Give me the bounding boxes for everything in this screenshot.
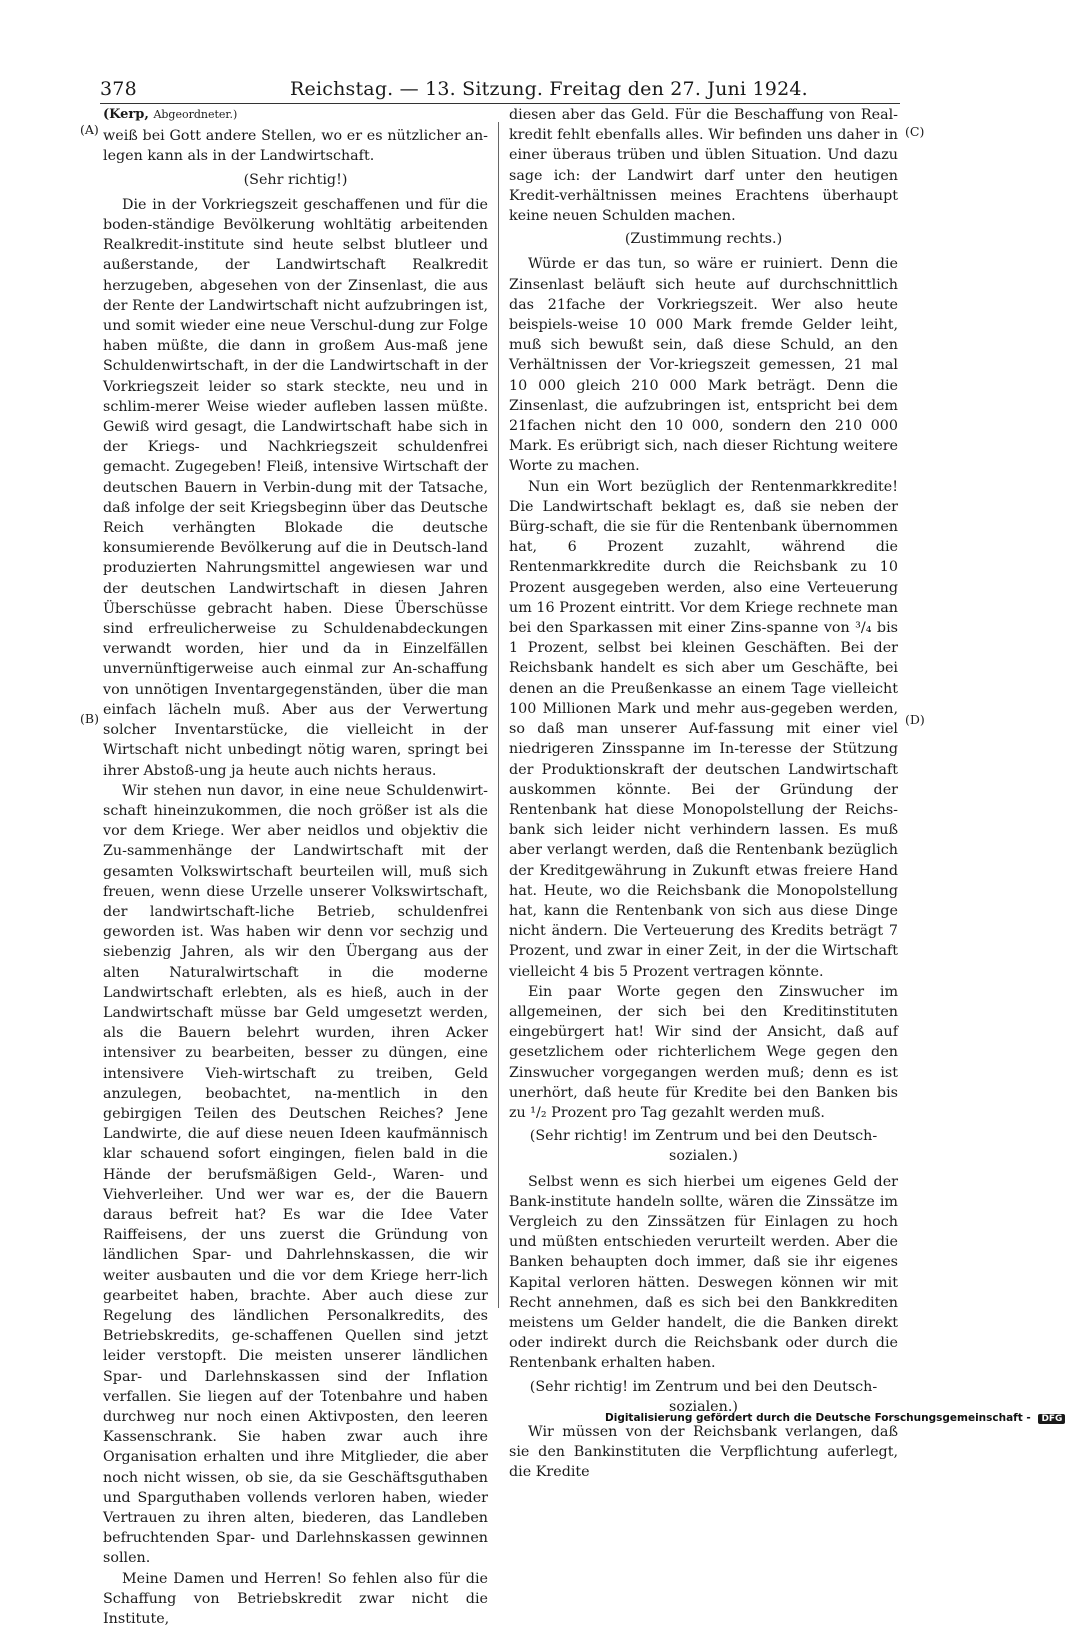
interjection: (Sehr richtig!) [243, 171, 348, 188]
paragraph: Wir müssen von der Reichsbank verlangen, daß sie den Bankinstituten die Verpflichtung auferlegt, die Kredite [509, 1424, 898, 1481]
paragraph: Ein paar Worte gegen den Zinswucher im allgemeinen, der sich bei den Kreditinstituten eingebürgert hat! Wir sind der Ansicht, daß auf gesetzlichem oder richterlichem Wege gegen den Zinswucher vorgegangen werden muß; denn es ist unerhört, daß heute für Kredite bei den Banken bis zu ¹/₂ Prozent pro Tag gezahlt werden muß. [509, 983, 898, 1121]
paragraph: diesen aber das Geld. Für die Beschaffung von Real-kredit fehlt ebenfalls alles. Wir befinden uns daher in einer überaus trüben und üblen Situation. Und dazu sage ich: der Landwirt darf unter den heutigen Kredit-verhältnissen meines Erachtens überhaupt keine neuen Schulden machen. [509, 107, 898, 225]
margin-marker-b: (B) [80, 711, 99, 726]
paragraph: Die in der Vorkriegszeit geschaffenen und für die boden-ständige Bevölkerung wohltätig arbeitenden Realkredit-institute sind heute selbst blutleer und außerstande, der Landwirtschaft Realkredit herzugeben, abgesehen von der Zinsenlast, die aus der Rente der Landwirtschaft nicht aufzubringen ist, und somit wieder eine neue Verschul-dung zur Folge haben müßte, die dann in großem Aus-maß jene Schuldenwirtschaft, in der die Landwirtschaft in der Vorkriegszeit leider so stark steckte, neu und in schlim-merer Weise wieder aufleben lassen müßte. Gewiß wird gesagt, die Landwirtschaft habe sich in der Kriegs- und Nachkriegszeit schuldenfrei gemacht. Zugegeben! Fleiß, intensive Wirtschaft der deutschen Bauern in Verbin-dung mit der Tatsache, daß infolge der seit Kriegsbeginn über das Deutsche Reich verhängten Blokade die deutsche konsumierende Bevölkerung auf die in Deutsch-land produzierten Nahrungsmittel angewiesen war und der deutschen Landwirtschaft in diesen Jahren Überschüsse gebracht haben. Diese Überschüsse sind erfreulicherweise zu Schuldenabdeckungen verwandt worden, hier und da in Einzelfällen unvernünftigerweise auch einmal zur An-schaffung von unnötigen Inventargegenständen, über die man einfach lächeln muß. Aber aus der Verwertung solcher Inventarstücke, die vielleicht in der Wirtschaft nicht unbedingt nötig waren, springt bei ihrer Abstoß-ung ja heute auch nichts heraus. [103, 196, 488, 779]
margin-marker-a: (A) [80, 122, 99, 137]
page-number: 378 [100, 78, 137, 100]
paragraph: Meine Damen und Herren! So fehlen also für die Schaffung von Betriebskredit zwar nicht die Institute, [103, 1570, 488, 1628]
right-column [509, 105, 898, 1483]
left-column [103, 105, 488, 1629]
speaker-role: Abgeordneter.) [153, 108, 238, 121]
paragraph: Wir stehen nun davor, in eine neue Schuldenwirt-schaft hineinzukommen, die noch größer ist als die vor dem Kriege. Wer aber neidlos und objektiv die Zu-sammenhänge der Landwirtschaft mit der gesamten Volkswirtschaft beurteilen will, muß sich freuen, wenn diese Urzelle unserer Volkswirtschaft, der landwirtschaft-liche Betrieb, schuldenfrei geworden ist. Was haben wir denn vor sechzig und siebenzig Jahren, als wir den Übergang aus der alten Naturalwirtschaft in die moderne Landwirtschaft erlebten, als es hieß, auch in der Landwirtschaft müsse bar Geld umgesetzt werden, als die Bauern belehrt wurden, ihren Acker intensiver zu bearbeiten, besser zu düngen, eine intensivere Vieh-wirtschaft zu treiben, Geld anzulegen, beobachtet, na-mentlich in den gebirgigen Teilen des Deutschen Reiches? Jene Landwirte, die auf diese neuen Ideen kaufmännisch klar schauend sofort eingingen, fielen bald in die Hände der berufsmäßigen Geld-, Waren- und Viehverleiher. Und wer war es, der die Bauern daraus befreit hat? Es war die Idee Vater Raiffeisens, der uns zuerst die Gründung von ländlichen Spar- und Dahrlehnskassen, die wir weiter ausbauten und die vor dem Kriege herr-lich gearbeitet haben, brachte. Aber auch diese zur Regelung des ländlichen Personalkredits, des Betriebskredits, ge-schaffenen Quellen sind jetzt leider verstopft. Die meisten unserer ländlichen Spar- und Darlehnskassen sind der Inflation verfallen. Sie liegen auf der Totenbahre und haben durchweg nur noch einen Aktivposten, den leeren Kassenschrank. Sie haben zwar auch ihre Organisation erhalten und ihre Mitglieder, die aber noch nicht wissen, ob sie, da sie Geschäftsguthaben und Sparguthaben vollends verloren haben, wieder Vertrauen zu ihren alten, biederen, das Landleben befruchtenden Spar- und Darlehnskassen gewinnen sollen. [103, 782, 488, 1567]
paragraph: Selbst wenn es sich hierbei um eigenes Geld der Bank-institute handeln sollte, wären die Zinssätze im Vergleich zu den Zinssätzen für Einlagen zu hoch und müßten entschieden verurteilt werden. Aber die Banken behaupten doch immer, daß sie ihr eigenes Kapital verloren hätten. Deswegen können wir mit Recht annehmen, daß es sich bei den Bankkrediten meistens um Gelder handelt, die die Banken direkt oder indirekt durch die Reichsbank oder durch die Rentenbank erhalten haben. [509, 1173, 898, 1372]
paragraph: Nun ein Wort bezüglich der Rentenmarkkredite! Die Landwirtschaft beklagt es, daß sie neben der Bürg-schaft, die sie für die Rentenbank übernommen hat, 6 Prozent zuzahlt, während die Rentenmarkkredite durch die Reichsbank zu 10 Prozent ausgegeben werden, also eine Verteuerung um 16 Prozent eintritt. Vor dem Kriege rechnete man bei den Sparkassen mit einer Zins-spanne von ³/₄ bis 1 Prozent, selbst bei kleinen Geschäften. Bei der Reichsbank handelt es sich aber um Geschäfte, bei denen an die Preußenkasse an einem Tage vielleicht 100 Millionen Mark und mehr aus-gegeben werden, so daß man unserer Auf-fassung mit einer viel niedrigeren Zinsspanne im In-teresse der Stützung der Produktionskraft der deutschen Landwirtschaft auskommen könnte. Bei der Gründung der Rentenbank hat diese Monopolstellung der Reichs-bank sich leider nicht verhindern lassen. Es muß aber verlangt werden, daß die Rentenbank bezüglich der Kreditgewährung in Zukunft etwas freiere Hand hat. Heute, wo die Reichsbank die Monopolstellung hat, kann die Rentenbank von sich aus diese Dinge nicht ändern. Die Verteuerung des Kredits beträgt 7 Prozent, und zwar in einer Zeit, in der die Wirtschaft vielleicht 4 bis 5 Prozent vertragen könnte. [509, 478, 898, 980]
credit-text: Digitalisierung gefördert durch die Deutsche Forschungsgemeinschaft - [605, 1412, 1031, 1424]
header-rule [100, 103, 900, 104]
interjection: (Sehr richtig! im Zentrum und bei den Deutsch-sozialen.) [529, 1128, 878, 1165]
interjection: (Sehr richtig! im Zentrum und bei den Deutsch-sozialen.) [529, 1378, 878, 1415]
paragraph: weiß bei Gott andere Stellen, wo er es nützlicher an-legen kann als in der Landwirtschaft. [103, 128, 488, 165]
dfg-logo: DFG [1038, 1414, 1065, 1424]
speaker-name: (Kerp, [103, 107, 149, 122]
speaker-attribution [103, 105, 488, 125]
column-divider [498, 122, 499, 1308]
paragraph: Würde er das tun, so wäre er ruiniert. Denn die Zinsenlast beläuft sich heute auf durchschnittlich das 21fache der Vorkriegszeit. Wer also heute beispiels-weise 10 000 Mark fremde Gelder leiht, muß sich bewußt sein, daß diese Schuld, an den Verhältnissen der Vor-kriegszeit gemessen, 21 mal 10 000 gleich 210 000 Mark beträgt. Denn die Zinsenlast, die aufzubringen ist, entspricht bei dem 21fachen nicht den 10 000, sondern den 210 000 Mark. Es erübrigt sich, nach dieser Richtung weitere Worte zu machen. [509, 256, 898, 475]
interjection: (Zustimmung rechts.) [624, 231, 783, 248]
header-title: Reichstag. — 13. Sitzung. Freitag den 27. Juni 1924. [290, 78, 808, 100]
margin-marker-c: (C) [905, 124, 925, 139]
margin-marker-d: (D) [905, 712, 925, 727]
digitization-credit [605, 1412, 1065, 1424]
